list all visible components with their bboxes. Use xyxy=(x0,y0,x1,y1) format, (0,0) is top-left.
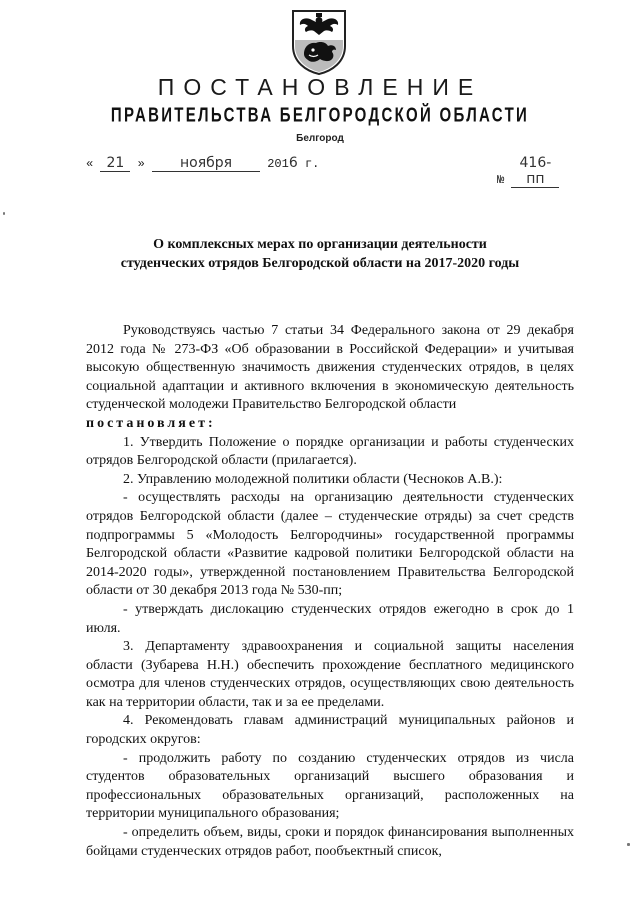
document-title-line-1: О комплексных мерах по организации деятельности xyxy=(153,237,487,252)
issuing-authority: ПРАВИТЕЛЬСТВА БЕЛГОРОДСКОЙ ОБЛАСТИ xyxy=(110,104,530,127)
paragraph-item-2: 2. Управлению молодежной политики области (Чесноков А.В.): xyxy=(123,471,503,487)
number-label: № xyxy=(497,173,505,187)
scan-speck xyxy=(3,212,5,215)
close-quote: » xyxy=(137,157,145,171)
document-number: 416-пп xyxy=(511,155,559,188)
document-body xyxy=(86,322,574,861)
paragraph-item-4-dash-1: - продолжить работу по созданию студенческих отрядов из числа студентов образовательных организаций высшего образования и профессиональных образовательных организаций, расположенных на территории муниципального образования; xyxy=(86,750,574,822)
document-title xyxy=(60,235,580,273)
paragraph-item-4: 4. Рекомендовать главам администраций муниципальных районов и городских округов: xyxy=(86,713,574,748)
date-year-digit: 6 xyxy=(288,155,298,171)
date-year-suffix: г. xyxy=(297,157,320,171)
paragraph-resolves: постановляет: xyxy=(86,415,216,431)
document-type-heading: ПОСТАНОВЛЕНИЕ xyxy=(157,74,483,100)
date-field xyxy=(86,155,319,172)
paragraph-item-4-dash-2: - определить объем, виды, сроки и порядок финансирования выполненных бойцами студенческих отрядов работ, пообъектный список, xyxy=(86,825,574,859)
paragraph-preamble: Руководствуясь частью 7 статьи 34 Федерального закона от 29 декабря 2012 года № 273-ФЗ «Об образовании в Российской Федерации» и учитывая высокую общественную значимость движения студенческих отрядов, в целях социальной адаптации и активного включения в экономическую деятельность студенческой молодежи Правительство Белгородской области xyxy=(86,323,574,413)
number-field xyxy=(497,155,559,188)
scan-speck xyxy=(627,843,630,846)
date-day: 21 xyxy=(100,155,130,172)
document-title-line-2: студенческих отрядов Белгородской области на 2017-2020 годы xyxy=(120,256,520,271)
paragraph-item-1: 1. Утвердить Положение о порядке организации и работы студенческих отрядов Белгородской области (прилагается). xyxy=(86,434,574,469)
open-quote: « xyxy=(86,157,94,171)
date-year-prefix: 201 xyxy=(267,157,289,171)
paragraph-item-2-dash-1: - осуществлять расходы на организацию деятельности студенческих отрядов Белгородской области (далее – студенческие отряды) за счет средств подпрограммы 5 «Молодость Белгородчины» государственной программы Белгородской области «Развитие кадровой политики Белгородской области на 2014-2020 годы», утвержденной постановлением Правительства Белгородской области от 30 декабря 2013 года № 530-пп; xyxy=(86,490,574,599)
paragraph-item-2-dash-2: - утверждать дислокацию студенческих отрядов ежегодно в срок до 1 июля. xyxy=(86,601,574,636)
paragraph-item-3: 3. Департаменту здравоохранения и социальной защиты населения области (Зубарева Н.Н.) обеспечить прохождение бесплатного медицинского осмотра для членов студенческих отрядов, осуществляющих свою деятельность как на территории области, так и за ее пределами. xyxy=(86,639,574,710)
coat-of-arms-icon xyxy=(290,8,348,76)
date-month: ноября xyxy=(152,155,260,172)
city-name: Белгород xyxy=(296,133,344,144)
